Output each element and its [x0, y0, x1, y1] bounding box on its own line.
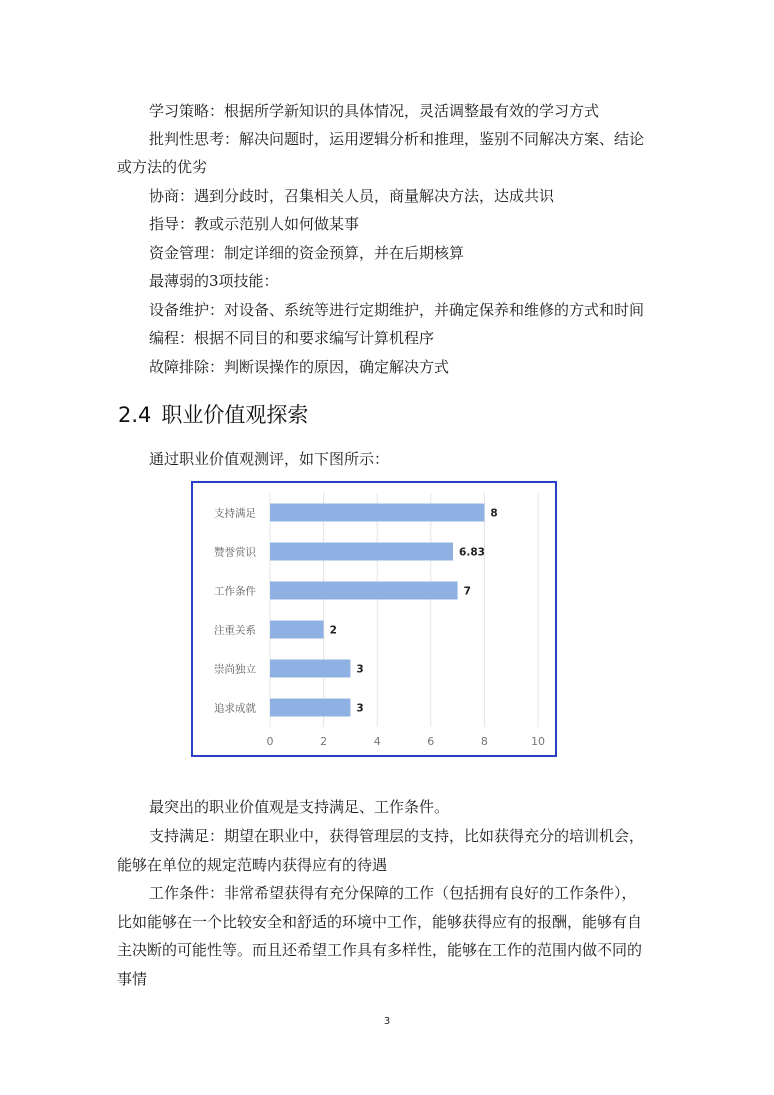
data-label: 3: [356, 663, 364, 676]
data-label: 6.83: [459, 546, 485, 559]
section-number: 2.4: [118, 403, 152, 427]
tick-label: 6: [427, 735, 435, 748]
text-line: 能够在单位的规定范畴内获得应有的待遇: [117, 856, 388, 874]
category-label: 支持满足: [214, 507, 256, 520]
text-line: 资金管理：制定详细的资金预算，并在后期核算: [149, 244, 465, 262]
category-label: 工作条件: [214, 585, 256, 598]
chart-frame: [191, 481, 557, 757]
text-line: 事情: [117, 970, 148, 988]
text-line: 主决断的可能性等。而且还希望工作具有多样性，能够在工作的范围内做不同的: [117, 941, 643, 959]
tick-label: 8: [480, 735, 488, 748]
tick-label: 4: [373, 735, 381, 748]
data-label: 2: [329, 624, 337, 637]
text-line: 最突出的职业价值观是支持满足、工作条件。: [149, 798, 450, 816]
section-heading: [118, 402, 308, 428]
category-label: 注重关系: [214, 624, 256, 637]
bar: [270, 621, 324, 639]
bar: [270, 543, 453, 561]
data-label: 8: [490, 507, 498, 520]
text-line: 设备维护：对设备、系统等进行定期维护，并确定保养和维修的方式和时间: [149, 301, 645, 319]
intro-text: 通过职业价值观测评，如下图所示：: [149, 450, 390, 468]
text-line: 或方法的优劣: [117, 158, 208, 176]
bar: [270, 504, 484, 522]
page-number: 3: [383, 1016, 391, 1027]
tick-label: 2: [320, 735, 328, 748]
category-label: 赞誉赏识: [214, 546, 256, 559]
text-line: 最薄弱的3项技能：: [149, 272, 279, 290]
tick-label: 0: [266, 735, 274, 748]
category-label: 崇尚独立: [214, 663, 256, 676]
text-line: 比如能够在一个比较安全和舒适的环境中工作，能够获得应有的报酬，能够有自: [117, 913, 643, 931]
text-line: 学习策略：根据所学新知识的具体情况，灵活调整最有效的学习方式: [149, 102, 600, 120]
data-label: 3: [356, 702, 364, 715]
text-line: 工作条件：非常希望获得有充分保障的工作（包括拥有良好的工作条件），: [149, 884, 637, 902]
text-line: 支持满足：期望在职业中，获得管理层的支持，比如获得充分的培训机会，: [149, 827, 645, 845]
bar-chart: [193, 483, 555, 755]
text-line: 编程：根据不同目的和要求编写计算机程序: [149, 329, 435, 347]
bar: [270, 699, 350, 717]
bar: [270, 582, 458, 600]
bar: [270, 660, 350, 678]
text-line: 协商：遇到分歧时，召集相关人员，商量解决方法，达成共识: [149, 187, 555, 205]
category-label: 追求成就: [214, 702, 256, 715]
tick-label: 10: [531, 735, 545, 748]
text-line: 批判性思考：解决问题时，运用逻辑分析和推理，鉴别不同解决方案、结论: [149, 130, 645, 148]
data-label: 7: [463, 585, 471, 598]
section-title: 职业价值观探索: [161, 403, 309, 427]
text-line: 故障排除：判断误操作的原因，确定解决方式: [149, 358, 450, 376]
text-line: 指导：教或示范别人如何做某事: [149, 215, 360, 233]
